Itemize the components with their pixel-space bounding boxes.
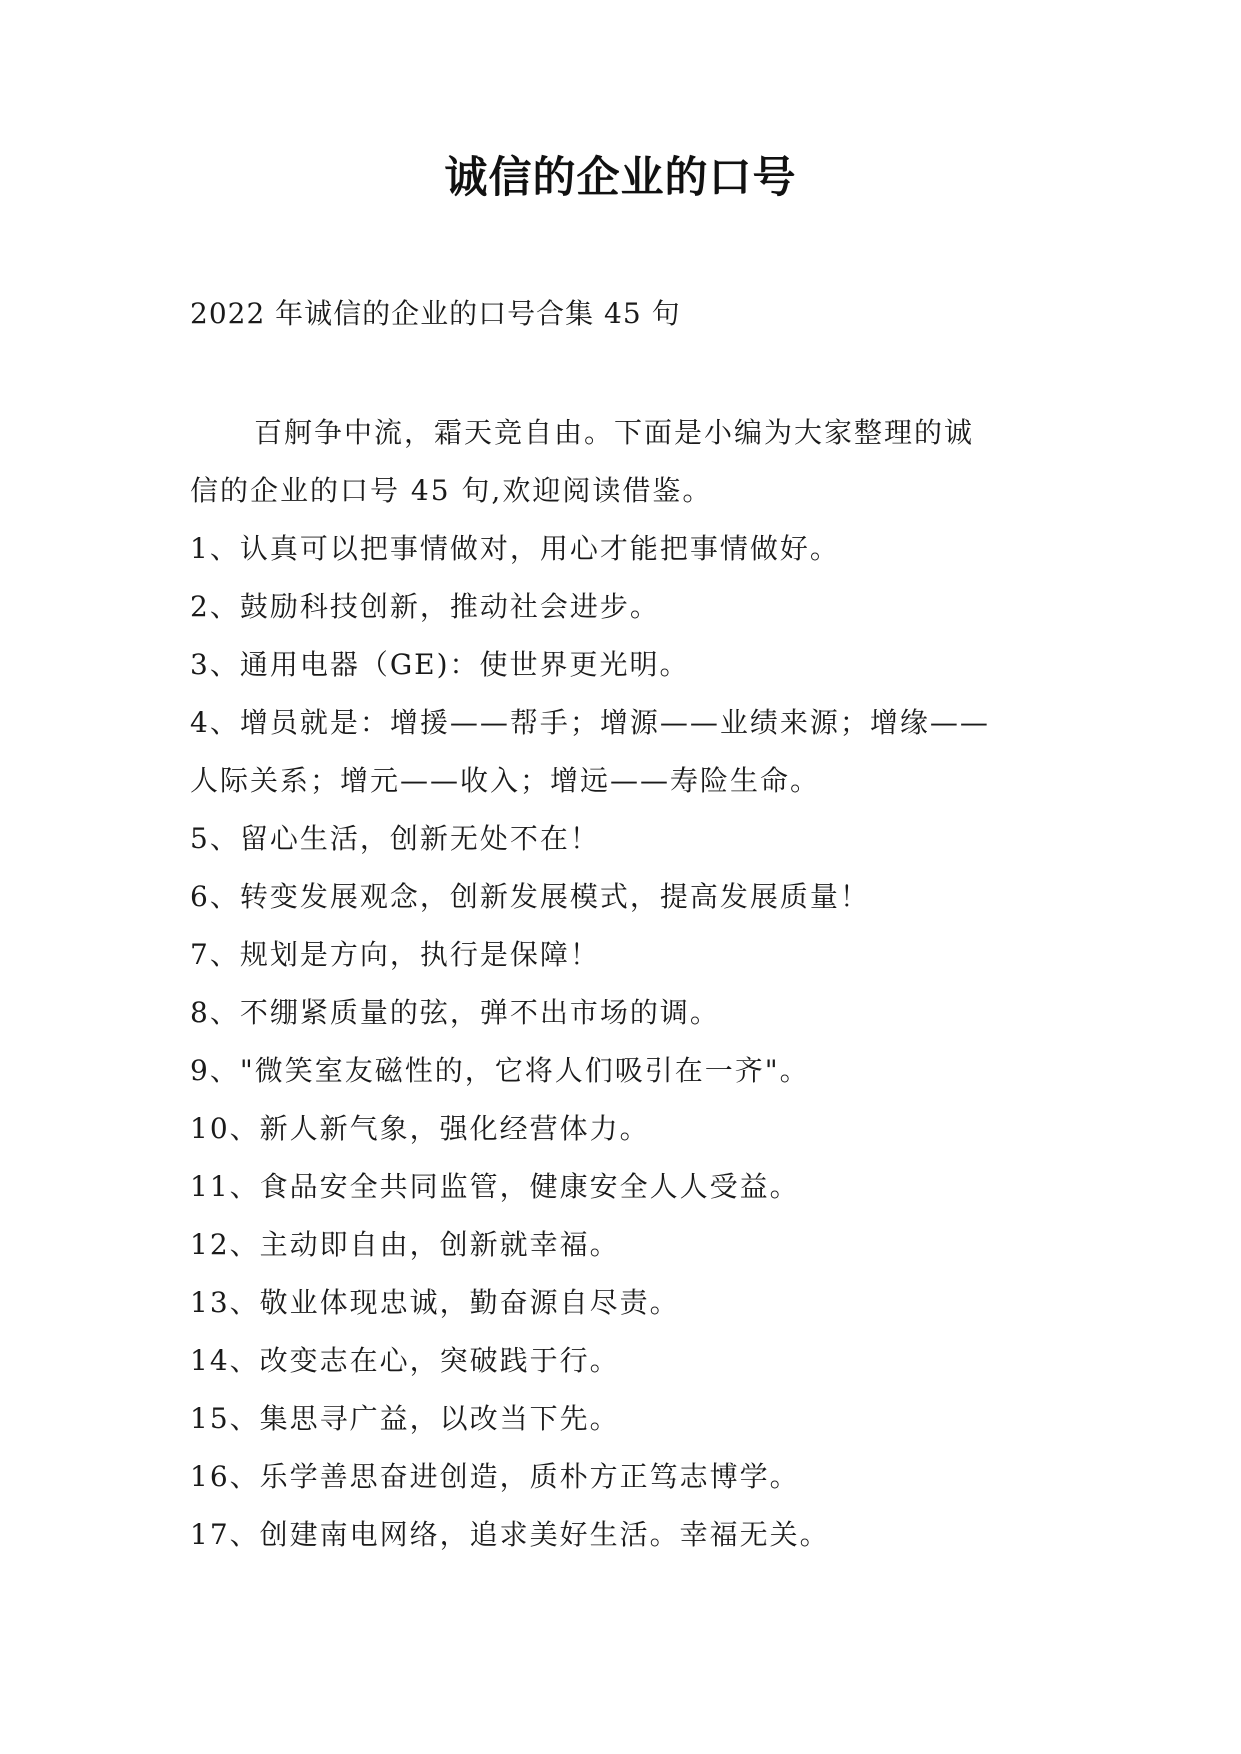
slogan-item: 1、认真可以把事情做对，用心才能把事情做好。: [190, 532, 840, 565]
slogan-item: 10、新人新气象，强化经营体力。: [190, 1112, 650, 1145]
slogan-item: 15、集思寻广益，以改当下先。: [190, 1402, 620, 1435]
slogan-item: 12、主动即自由，创新就幸福。: [190, 1228, 620, 1261]
slogan-item: 4、增员就是：增援——帮手；增源——业绩来源；增缘——: [190, 706, 990, 739]
slogan-item: 6、转变发展观念，创新发展模式，提高发展质量！: [190, 880, 870, 913]
slogan-item: 17、创建南电网络，追求美好生活。幸福无关。: [190, 1518, 830, 1551]
slogan-item: 13、敬业体现忠诚，勤奋源自尽责。: [190, 1286, 680, 1319]
slogan-item: 14、改变志在心，突破践于行。: [190, 1344, 620, 1377]
slogan-item: 9、"微笑室友磁性的，它将人们吸引在一齐"。: [190, 1054, 810, 1087]
slogan-item: 2、鼓励科技创新，推动社会进步。: [190, 590, 660, 623]
slogan-item: 11、食品安全共同监管，健康安全人人受益。: [190, 1170, 800, 1203]
document-subtitle: 2022 年诚信的企业的口号合集 45 句: [190, 297, 681, 330]
document-title: 诚信的企业的口号: [444, 153, 797, 203]
slogan-item: 人际关系；增元——收入；增远——寿险生命。: [190, 764, 821, 797]
intro-paragraph-line: 百舸争中流，霜天竞自由。下面是小编为大家整理的诚: [254, 416, 975, 449]
intro-paragraph-line: 信的企业的口号 45 句,欢迎阅读借鉴。: [190, 474, 713, 507]
slogan-item: 5、留心生活，创新无处不在！: [190, 822, 600, 855]
slogan-item: 3、通用电器（GE)：使世界更光明。: [190, 648, 690, 681]
document-body: [190, 404, 1062, 1564]
slogan-item: 7、规划是方向，执行是保障！: [190, 938, 600, 971]
slogan-item: 16、乐学善思奋进创造，质朴方正笃志博学。: [190, 1460, 800, 1493]
slogan-item: 8、不绷紧质量的弦，弹不出市场的调。: [190, 996, 720, 1029]
